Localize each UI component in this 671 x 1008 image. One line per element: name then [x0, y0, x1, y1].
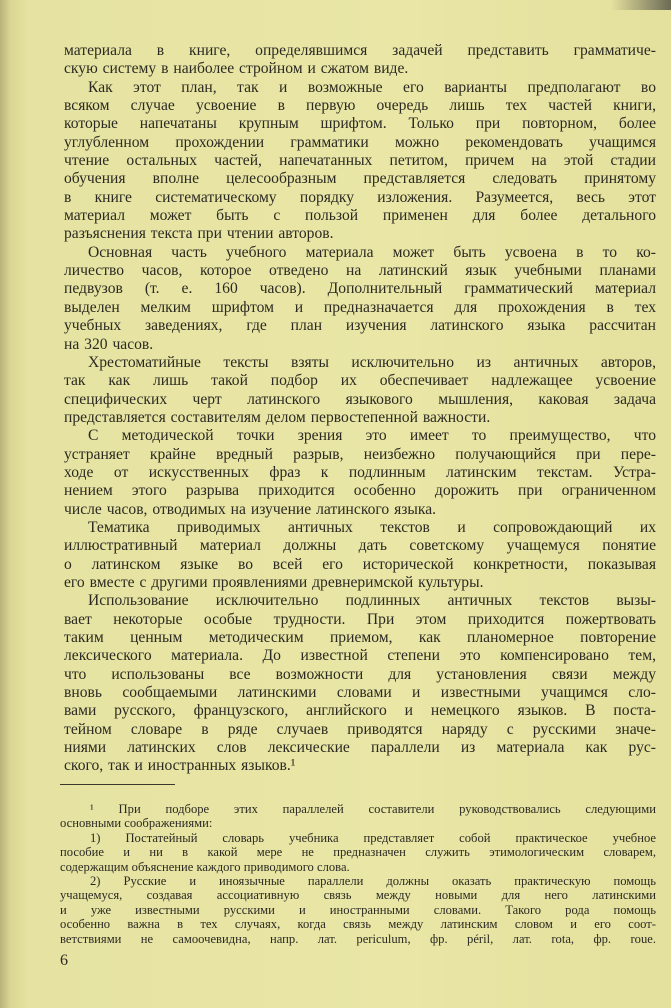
paragraph	[64, 427, 656, 519]
footnote-line: учащемуся, создавая ассоциативную связь между новыми для него латинскими	[60, 888, 656, 903]
footnote-separator	[60, 784, 175, 785]
paragraph	[64, 42, 656, 79]
text-line: Хрестоматийные тексты взяты исключительно из античных авторов,	[88, 353, 656, 371]
text-line: Использование исключительно подлинных античных текстов вызы-	[88, 592, 656, 610]
footnote-line: содержащим объяснение каждого приводимого слова.	[60, 859, 350, 874]
text-line: таким ценным методическим приемом, как планомерное повторение	[64, 629, 656, 646]
text-line: Основная часть учебного материала может быть усвоена в то ко-	[88, 243, 656, 261]
footnote-line: особенно важна в тех случаях, когда связь между латинским словом и его соот-	[60, 917, 656, 932]
text-line: специфических черт латинского языкового мышления, каковая задача	[64, 390, 656, 408]
footnote	[60, 802, 656, 946]
text-line: педвузов (т. е. 160 часов). Дополнительный грамматический материал	[64, 280, 656, 298]
text-line: Как этот план, так и возможные его варианты предполагают во	[88, 78, 656, 96]
footnote-paragraph	[60, 874, 656, 946]
text-line: С методической точки зрения это имеет то преимущество, что	[88, 427, 656, 445]
text-line: вами русского, французского, английского и немецкого языков. В поста-	[64, 702, 656, 720]
paragraph	[64, 244, 656, 354]
text-line: Тематика приводимых античных текстов и сопровождающий их	[88, 518, 656, 536]
text-line: учебных заведениях, где план изучения латинского языка рассчитан	[64, 317, 656, 335]
text-line: нением этого разрыва приходится особенно дорожить при ограниченном	[64, 482, 656, 500]
text-line: иллюстративный материал должны дать советскому учащемуся понятие	[64, 537, 656, 555]
text-line: ходе от искусственных фраз к подлинным латинским текстам. Устра-	[64, 463, 656, 481]
footnote-line: и уже известными русскими и иностранными словами. Такого рода помощь	[60, 902, 656, 917]
scan-shadow-corner	[611, 0, 671, 10]
text-line: тейном словаре в ряде случаев приводятся наряду с русскими значе-	[64, 720, 656, 738]
text-line: в книге систематическому порядку изложения. Разумеется, весь этот	[64, 188, 656, 206]
text-line: углубленном прохождении грамматики можно рекомендовать учащимся	[64, 133, 656, 151]
text-line: выделен мелким шрифтом и предназначается для прохождения в тех	[64, 298, 656, 316]
text-line: ского, так и иностранных языков.¹	[64, 757, 296, 775]
text-line: лексического материала. До известной степени это компенсировано тем,	[64, 647, 656, 665]
text-line: личество часов, которое отведено на латинский язык учебными планами	[64, 262, 656, 280]
text-line: всяком случае усвоение в первую очередь лишь тех частей книги,	[64, 97, 656, 115]
text-line: что использованы все возможности для установления связи между	[64, 665, 656, 683]
text-line: обучения вполне целесообразным представляется следовать принятому	[64, 170, 656, 188]
text-line: так как лишь такой подбор их обеспечивает надлежащее усвоение	[64, 372, 656, 390]
text-line: представляется составителям делом первостепенной важности.	[64, 408, 491, 426]
footnote-line: 1) Постатейный словарь учебника представляет собой практическое учебное	[90, 830, 656, 845]
text-line: скую систему в наиболее стройном и сжатом виде.	[64, 60, 409, 78]
text-line: разъяснения текста при чтении авторов.	[64, 225, 334, 243]
main-text	[64, 42, 656, 776]
text-line: ниями латинских слов лексические параллели из материала как рус-	[64, 739, 656, 757]
text-line: на 320 часов.	[64, 335, 154, 353]
footnote-line: 2) Русские и иноязычные параллели должны оказать практическую помощь	[90, 873, 656, 888]
text-line: числе часов, отводимых на изучение латинского языка.	[64, 500, 437, 518]
footnote-paragraph	[60, 831, 656, 874]
footnote-line: пособие и ни в какой мере не предназначен служить этимологическим словарем,	[60, 845, 656, 860]
paragraph	[64, 592, 656, 775]
text-line: его вместе с другими проявлениями древнеримской культуры.	[64, 573, 484, 591]
paragraph	[64, 79, 656, 244]
text-line: материал может быть с пользой применен для более детального	[64, 207, 656, 225]
footnote-paragraph	[60, 802, 656, 831]
text-line: материала в книге, определявшимся задачей представить грамматиче-	[64, 42, 656, 59]
text-line: устраняет крайне вредный разрыв, неизбежно получающийся при пере-	[64, 445, 656, 463]
footnote-line: ветствиями не самоочевидна, напр. лат. periculum, фр. péril, лат. rota, фр. roue.	[60, 931, 656, 946]
footnote-line: основными соображениями:	[60, 816, 213, 831]
text-line: вает некоторые особые трудности. При этом приходится пожертвовать	[64, 610, 656, 628]
paragraph	[64, 519, 656, 592]
text-line: которые напечатаны крупным шрифтом. Только при повторном, более	[64, 115, 656, 133]
page-number: 6	[60, 952, 68, 969]
text-line: вновь сообщаемыми латинскими словами и известными учащимся сло-	[64, 684, 656, 702]
text-line: чтение остальных частей, напечатанных петитом, причем на этой стадии	[64, 152, 656, 170]
paragraph	[64, 354, 656, 427]
footnote-line: ¹ При подборе этих параллелей составители руководствовались следующими	[90, 802, 656, 816]
text-line: о латинском языке во всей его исторической конкретности, показывая	[64, 555, 656, 573]
